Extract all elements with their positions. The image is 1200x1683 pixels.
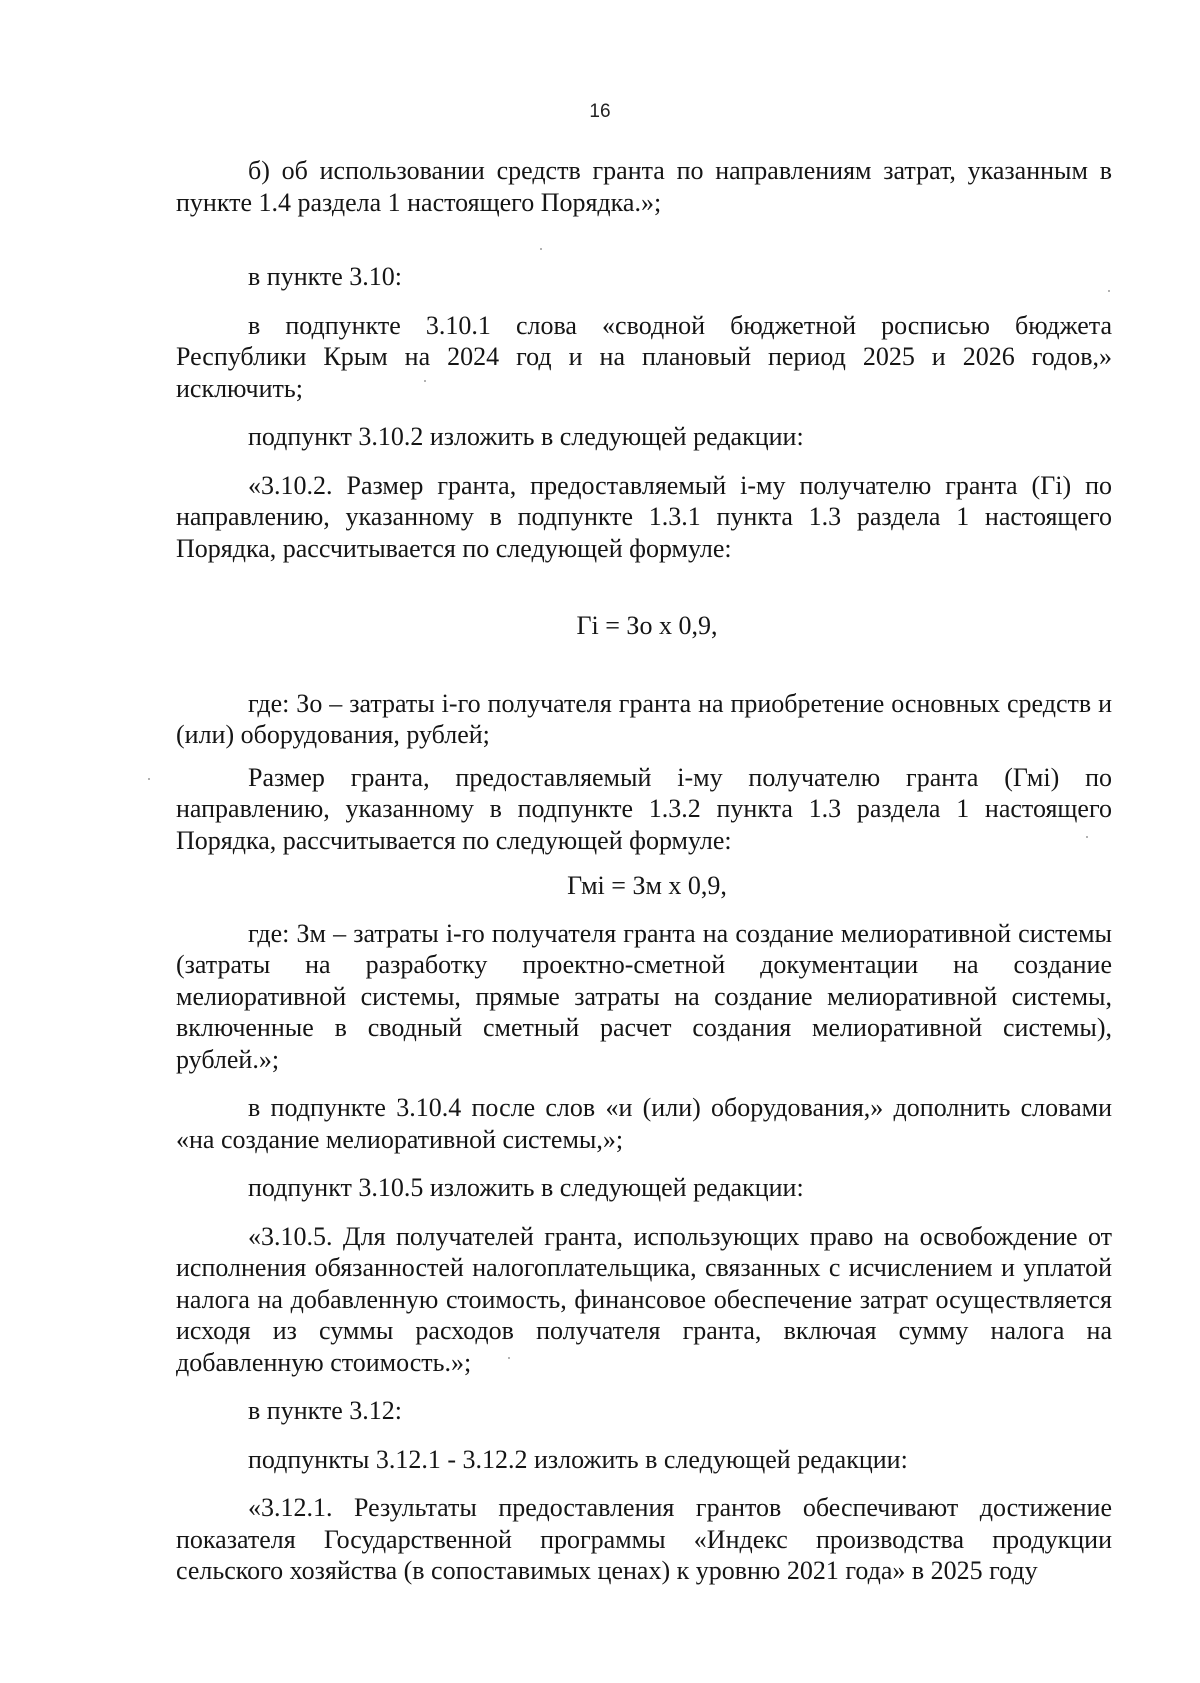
paragraph-subpoint-3-10-4: в подпункте 3.10.4 после слов «и (или) оборудования,» дополнить словами «на создание мелиоративной системы,»; <box>176 1093 1112 1154</box>
document-body <box>176 155 1112 1587</box>
scan-speck <box>508 1357 510 1359</box>
scan-speck <box>1108 290 1110 292</box>
paragraph-zo-definition: где: Зо – затраты i-го получателя гранта на приобретение основных средств и (или) оборудования, рублей; <box>176 688 1112 749</box>
paragraph-subpoint-3-10-5-intro: подпункт 3.10.5 изложить в следующей редакции: <box>248 1173 804 1202</box>
formula-grant-melioration: Гмi = Зм х 0,9, <box>567 871 727 900</box>
paragraph-point-3-12: в пункте 3.12: <box>248 1396 403 1425</box>
paragraph-subpoint-3-10-1: в подпункте 3.10.1 слова «сводной бюджетной росписью бюджета Республики Крым на 2024 год и на плановый период 2025 и 2026 годов,» исключить; <box>176 310 1112 403</box>
paragraph-zm-definition: где: Зм – затраты i-го получателя гранта на создание мелиоративной системы (затраты на разработку проектно-сметной документации на создание мелиоративной системы, прямые затраты на создание мелиоративной системы, включенные в сводный сметный расчет создания мелиоративной системы), рублей.»; <box>176 918 1112 1074</box>
formula-grant-fixed-assets: Гi = Зо х 0,9, <box>576 611 718 640</box>
paragraph-subpoint-3-10-2: «3.10.2. Размер гранта, предоставляемый i-му получателю гранта (Гi) по направлению, указанному в подпункте 1.3.1 пункта 1.3 раздела 1 настоящего Порядка, рассчитывается по следующей формуле: <box>176 470 1112 563</box>
scan-speck <box>148 778 150 780</box>
scan-speck <box>540 248 542 250</box>
paragraph-subpoint-3-12-1: «3.12.1. Результаты предоставления грантов обеспечивают достижение показателя Государственной программы «Индекс производства продукции сельского хозяйства (в сопоставимых ценах) к уровню 2021 года» в 2025 году <box>176 1493 1112 1585</box>
page-number: 16 <box>589 101 611 122</box>
paragraph-subpoint-3-10-2-intro: подпункт 3.10.2 изложить в следующей редакции: <box>248 422 804 451</box>
scan-speck <box>1086 836 1088 838</box>
paragraph-grant-usage: б) об использовании средств гранта по направлениям затрат, указанным в пункте 1.4 раздела 1 настоящего Порядка.»; <box>176 156 1112 217</box>
paragraph-subpoints-3-12-intro: подпункты 3.12.1 - 3.12.2 изложить в следующей редакции: <box>248 1444 908 1474</box>
scan-speck <box>424 380 426 382</box>
paragraph-melioration-grant: Размер гранта, предоставляемый i-му получателю гранта (Гмi) по направлению, указанному в подпункте 1.3.2 пункта 1.3 раздела 1 настоящего Порядка, рассчитывается по следующей формуле: <box>176 762 1112 855</box>
paragraph-subpoint-3-10-5: «3.10.5. Для получателей гранта, использующих право на освобождение от исполнения обязанностей налогоплательщика, связанных с исчислением и уплатой налога на добавленную стоимость, финансовое обеспечение затрат осуществляется исходя из суммы расходов получателя гранта, включая сумму налога на добавленную стоимость.»; <box>176 1221 1112 1377</box>
paragraph-point-3-10: в пункте 3.10: <box>248 262 403 291</box>
